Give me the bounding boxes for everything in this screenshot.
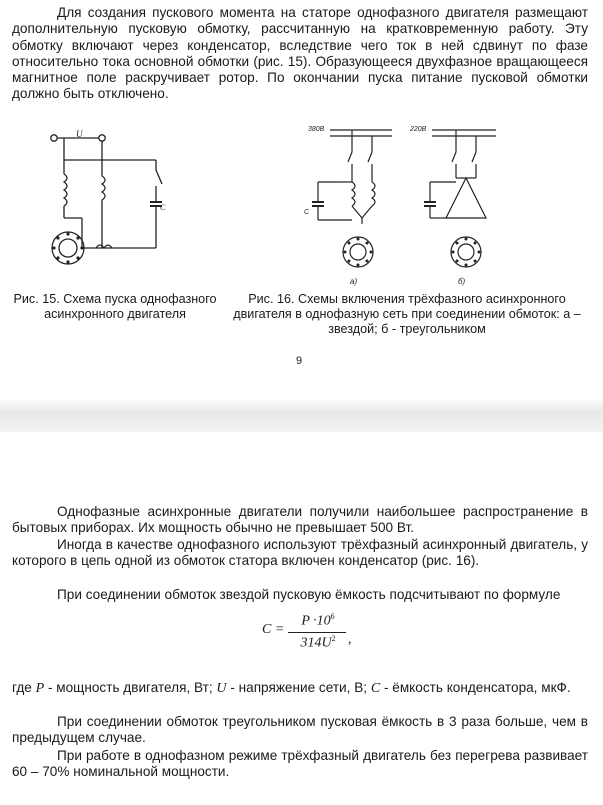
intro-paragraph: Для создания пускового момента на статоре однофазного двигателя размещают дополнительную пусковую обмотку, рассчитанную на кратковременную работу. Эту обмотку включают через конденсатор, вследствие чего ток в ней сдвинут по фазе относительно тока основной обмотки (рис. 15). Образующееся двухфазное вращающееся магнитное поле раскручивает ротор. По окончании пуска питание пусковой обмотки должно быть отключено. [12,5,588,102]
paragraph-5: При соединении обмоток треугольником пусковая ёмкость в 3 раза больше, чем в предыдущем случае. [12,714,588,746]
paragraph-1: Однофазные асинхронные двигатели получили наибольшее распространение в бытовых приборах. Их мощность обычно не превышает 500 Вт. [12,504,588,536]
page-separator [0,398,603,432]
capacitance-formula [262,612,352,662]
page-number: 9 [296,355,303,367]
fig15-u-label: U [76,130,83,139]
figure-15-diagram [38,130,178,280]
formula-comma: , [348,632,352,647]
fig16-label-b: б) [458,277,466,286]
formula-lhs: C = [262,622,285,637]
formula-numerator: $P \cdot 10^6$ [301,612,335,629]
paragraph-4: где P - мощность двигателя, Вт; U - напряжение сети, В; C - ёмкость конденсатора, мкФ. [12,680,571,696]
paragraph-6: При работе в однофазном режиме трёхфазный двигатель без перегрева развивает 60 – 70% номинальной мощности. [12,748,589,780]
figure-16-diagram [300,122,510,290]
page-9 [0,0,603,398]
fig16-voltage-b: 220В [410,126,427,133]
fig15-c-label: C [160,203,166,212]
fig16-c-label: C [304,209,310,216]
paragraph-3: При соединении обмоток звездой пусковую ёмкость подсчитывают по формуле [57,587,561,602]
fig16-voltage-a: 380В [308,126,325,133]
figure-15-caption: Рис. 15. Схема пуска однофазного асинхронного двигателя [13,292,217,321]
paragraph-2: Иногда в качестве однофазного используют трёхфазный асинхронный двигатель, у которого в цепь одной из обмоток статора включен конденсатор (рис. 16). [12,537,589,569]
formula-fraction-bar [288,632,346,633]
figure-16-caption: Рис. 16. Схемы включения трёхфазного асинхронного двигателя в однофазную сеть при соединении обмоток: а – звездой; б - треугольником [233,292,581,336]
fig16-label-a: а) [350,277,358,286]
formula-denominator: $314U^2$ [300,634,336,651]
